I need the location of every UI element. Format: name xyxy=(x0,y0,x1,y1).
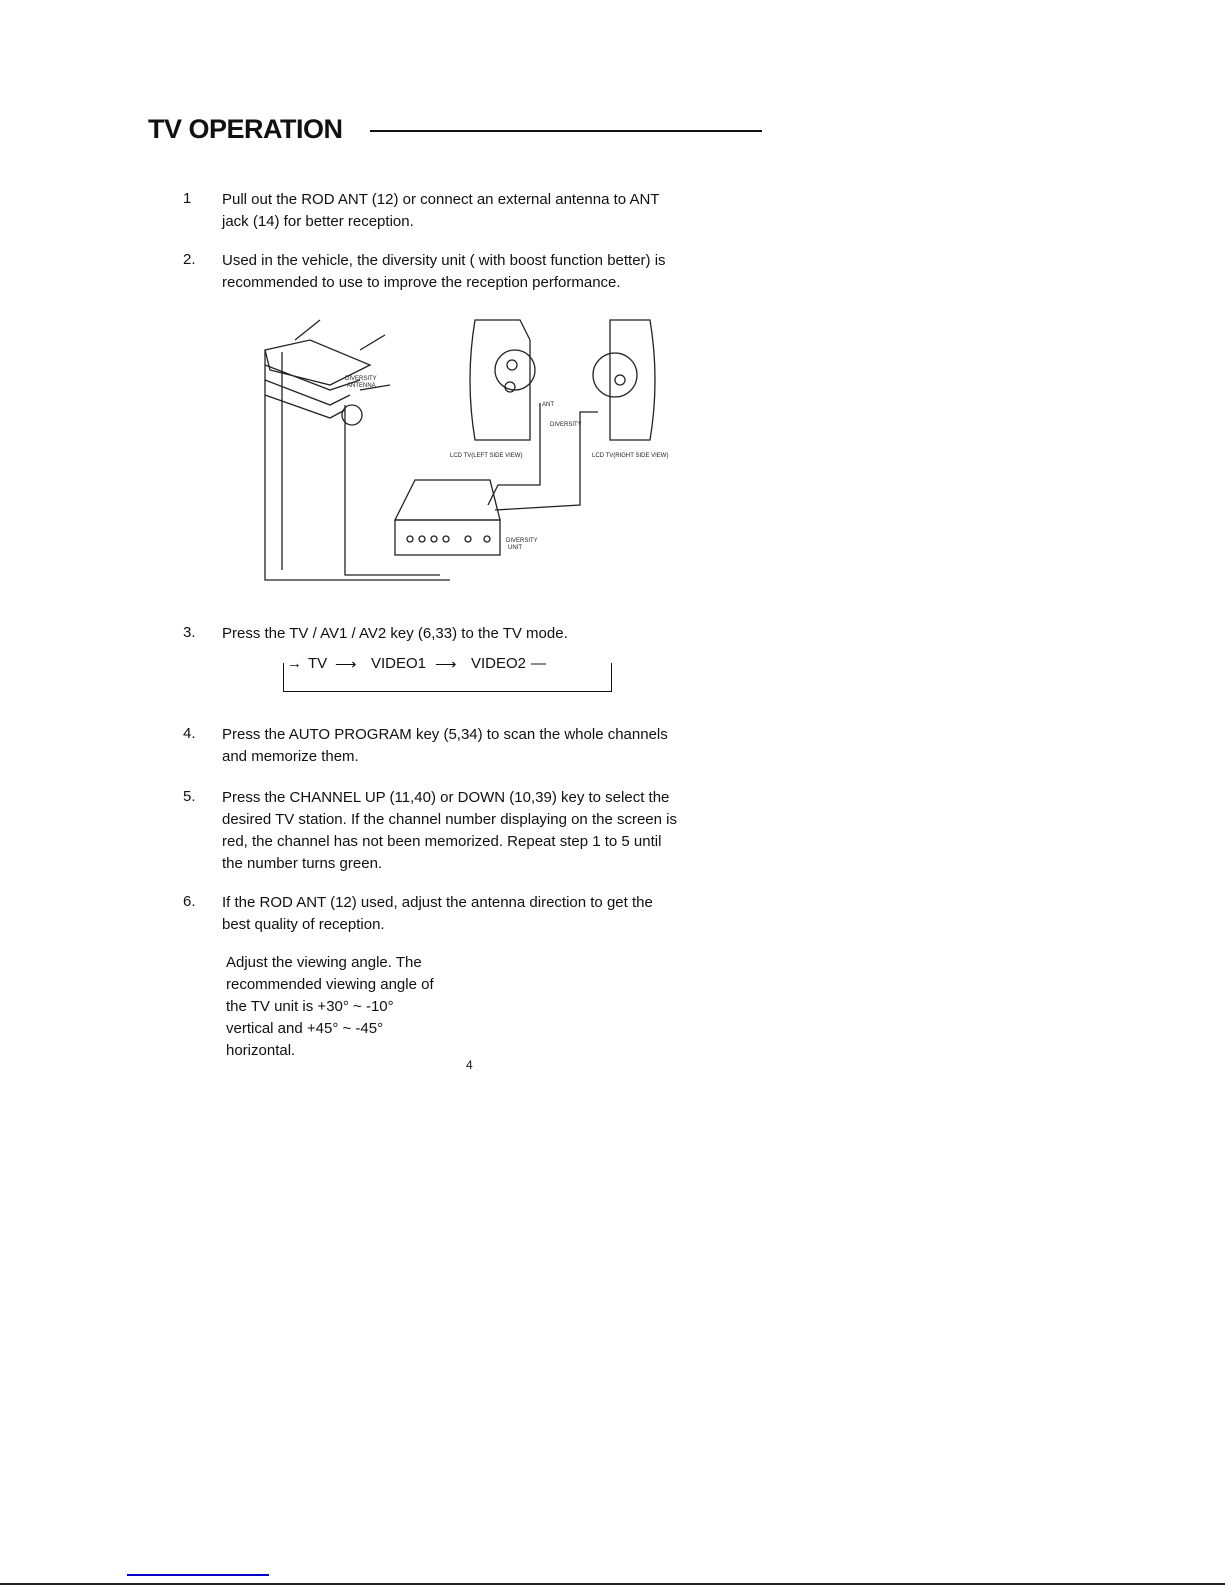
note-line: vertical and +45° ~ -45° xyxy=(226,1020,384,1037)
car-seat-antenna-illustration xyxy=(265,320,450,580)
arrow-icon: ⟶ xyxy=(335,656,357,673)
mode-cycle-diagram xyxy=(283,653,613,705)
step-number: 5. xyxy=(183,788,196,805)
step-number: 3. xyxy=(183,624,196,641)
step-line: jack (14) for better reception. xyxy=(222,213,414,230)
step-text xyxy=(222,189,782,233)
mode-video1: VIDEO1 xyxy=(371,655,427,672)
diversity-connection-diagram xyxy=(250,310,710,590)
lcd-tv-left-illustration xyxy=(470,320,540,505)
lcd-left-label: LCD TV(LEFT SIDE VIEW) xyxy=(450,453,523,459)
step-number: 1 xyxy=(183,190,192,207)
step-text xyxy=(222,892,782,936)
step-text xyxy=(222,250,782,294)
step-line: If the ROD ANT (12) used, adjust the antenna direction to get the xyxy=(222,894,653,911)
step-number: 6. xyxy=(183,893,196,910)
lcd-right-label: LCD TV(RIGHT SIDE VIEW) xyxy=(592,453,669,459)
note-line: Adjust the viewing angle. The xyxy=(226,954,422,971)
step-line: Press the TV / AV1 / AV2 key (6,33) to the TV mode. xyxy=(222,625,568,642)
step-line: and memorize them. xyxy=(222,748,359,765)
note-line: the TV unit is +30° ~ -10° xyxy=(226,998,394,1015)
note-line: recommended viewing angle of xyxy=(226,976,434,993)
dash-line: — xyxy=(531,655,546,672)
step-line: desired TV station. If the channel number displaying on the screen is xyxy=(222,811,677,828)
step-line: Press the AUTO PROGRAM key (5,34) to scan the whole channels xyxy=(222,726,668,743)
arrow-icon: ⟶ xyxy=(435,656,457,673)
step-number: 2. xyxy=(183,251,196,268)
step-line: Press the CHANNEL UP (11,40) or DOWN (10,39) key to select the xyxy=(222,789,670,806)
step-line: Pull out the ROD ANT (12) or connect an external antenna to ANT xyxy=(222,191,660,208)
step-text xyxy=(222,787,822,875)
diversity-antenna-label: ANTENNA xyxy=(347,383,376,389)
viewing-angle-note xyxy=(226,952,434,1062)
diversity-unit-illustration xyxy=(395,480,500,555)
diversity-antenna-label: DIVERSITY xyxy=(345,376,377,382)
diversity-unit-label: UNIT xyxy=(508,545,522,551)
step-number: 4. xyxy=(183,725,196,742)
step-text xyxy=(222,724,782,768)
lcd-tv-right-illustration xyxy=(495,320,655,510)
diversity-label: DIVERSITY xyxy=(550,422,582,428)
title-rule xyxy=(370,130,762,132)
note-line: horizontal. xyxy=(226,1042,296,1059)
ant-label: ANT xyxy=(542,402,554,408)
step-line: recommended to use to improve the reception performance. xyxy=(222,274,621,291)
footer-link-underline[interactable] xyxy=(127,1574,269,1576)
step-text xyxy=(222,623,782,645)
step-line: red, the channel has not been memorized. Repeat step 1 to 5 until xyxy=(222,833,662,850)
diversity-unit-label: DIVERSITY xyxy=(506,538,538,544)
mode-video2: VIDEO2 xyxy=(471,655,527,672)
mode-tv: TV xyxy=(308,655,328,672)
arrow-icon: → xyxy=(287,655,302,672)
step-line: Used in the vehicle, the diversity unit ( with boost function better) is xyxy=(222,252,666,269)
step-line: the number turns green. xyxy=(222,855,383,872)
page-number: 4 xyxy=(466,1058,473,1072)
step-line: best quality of reception. xyxy=(222,916,385,933)
page-title: TV OPERATION xyxy=(148,114,343,144)
